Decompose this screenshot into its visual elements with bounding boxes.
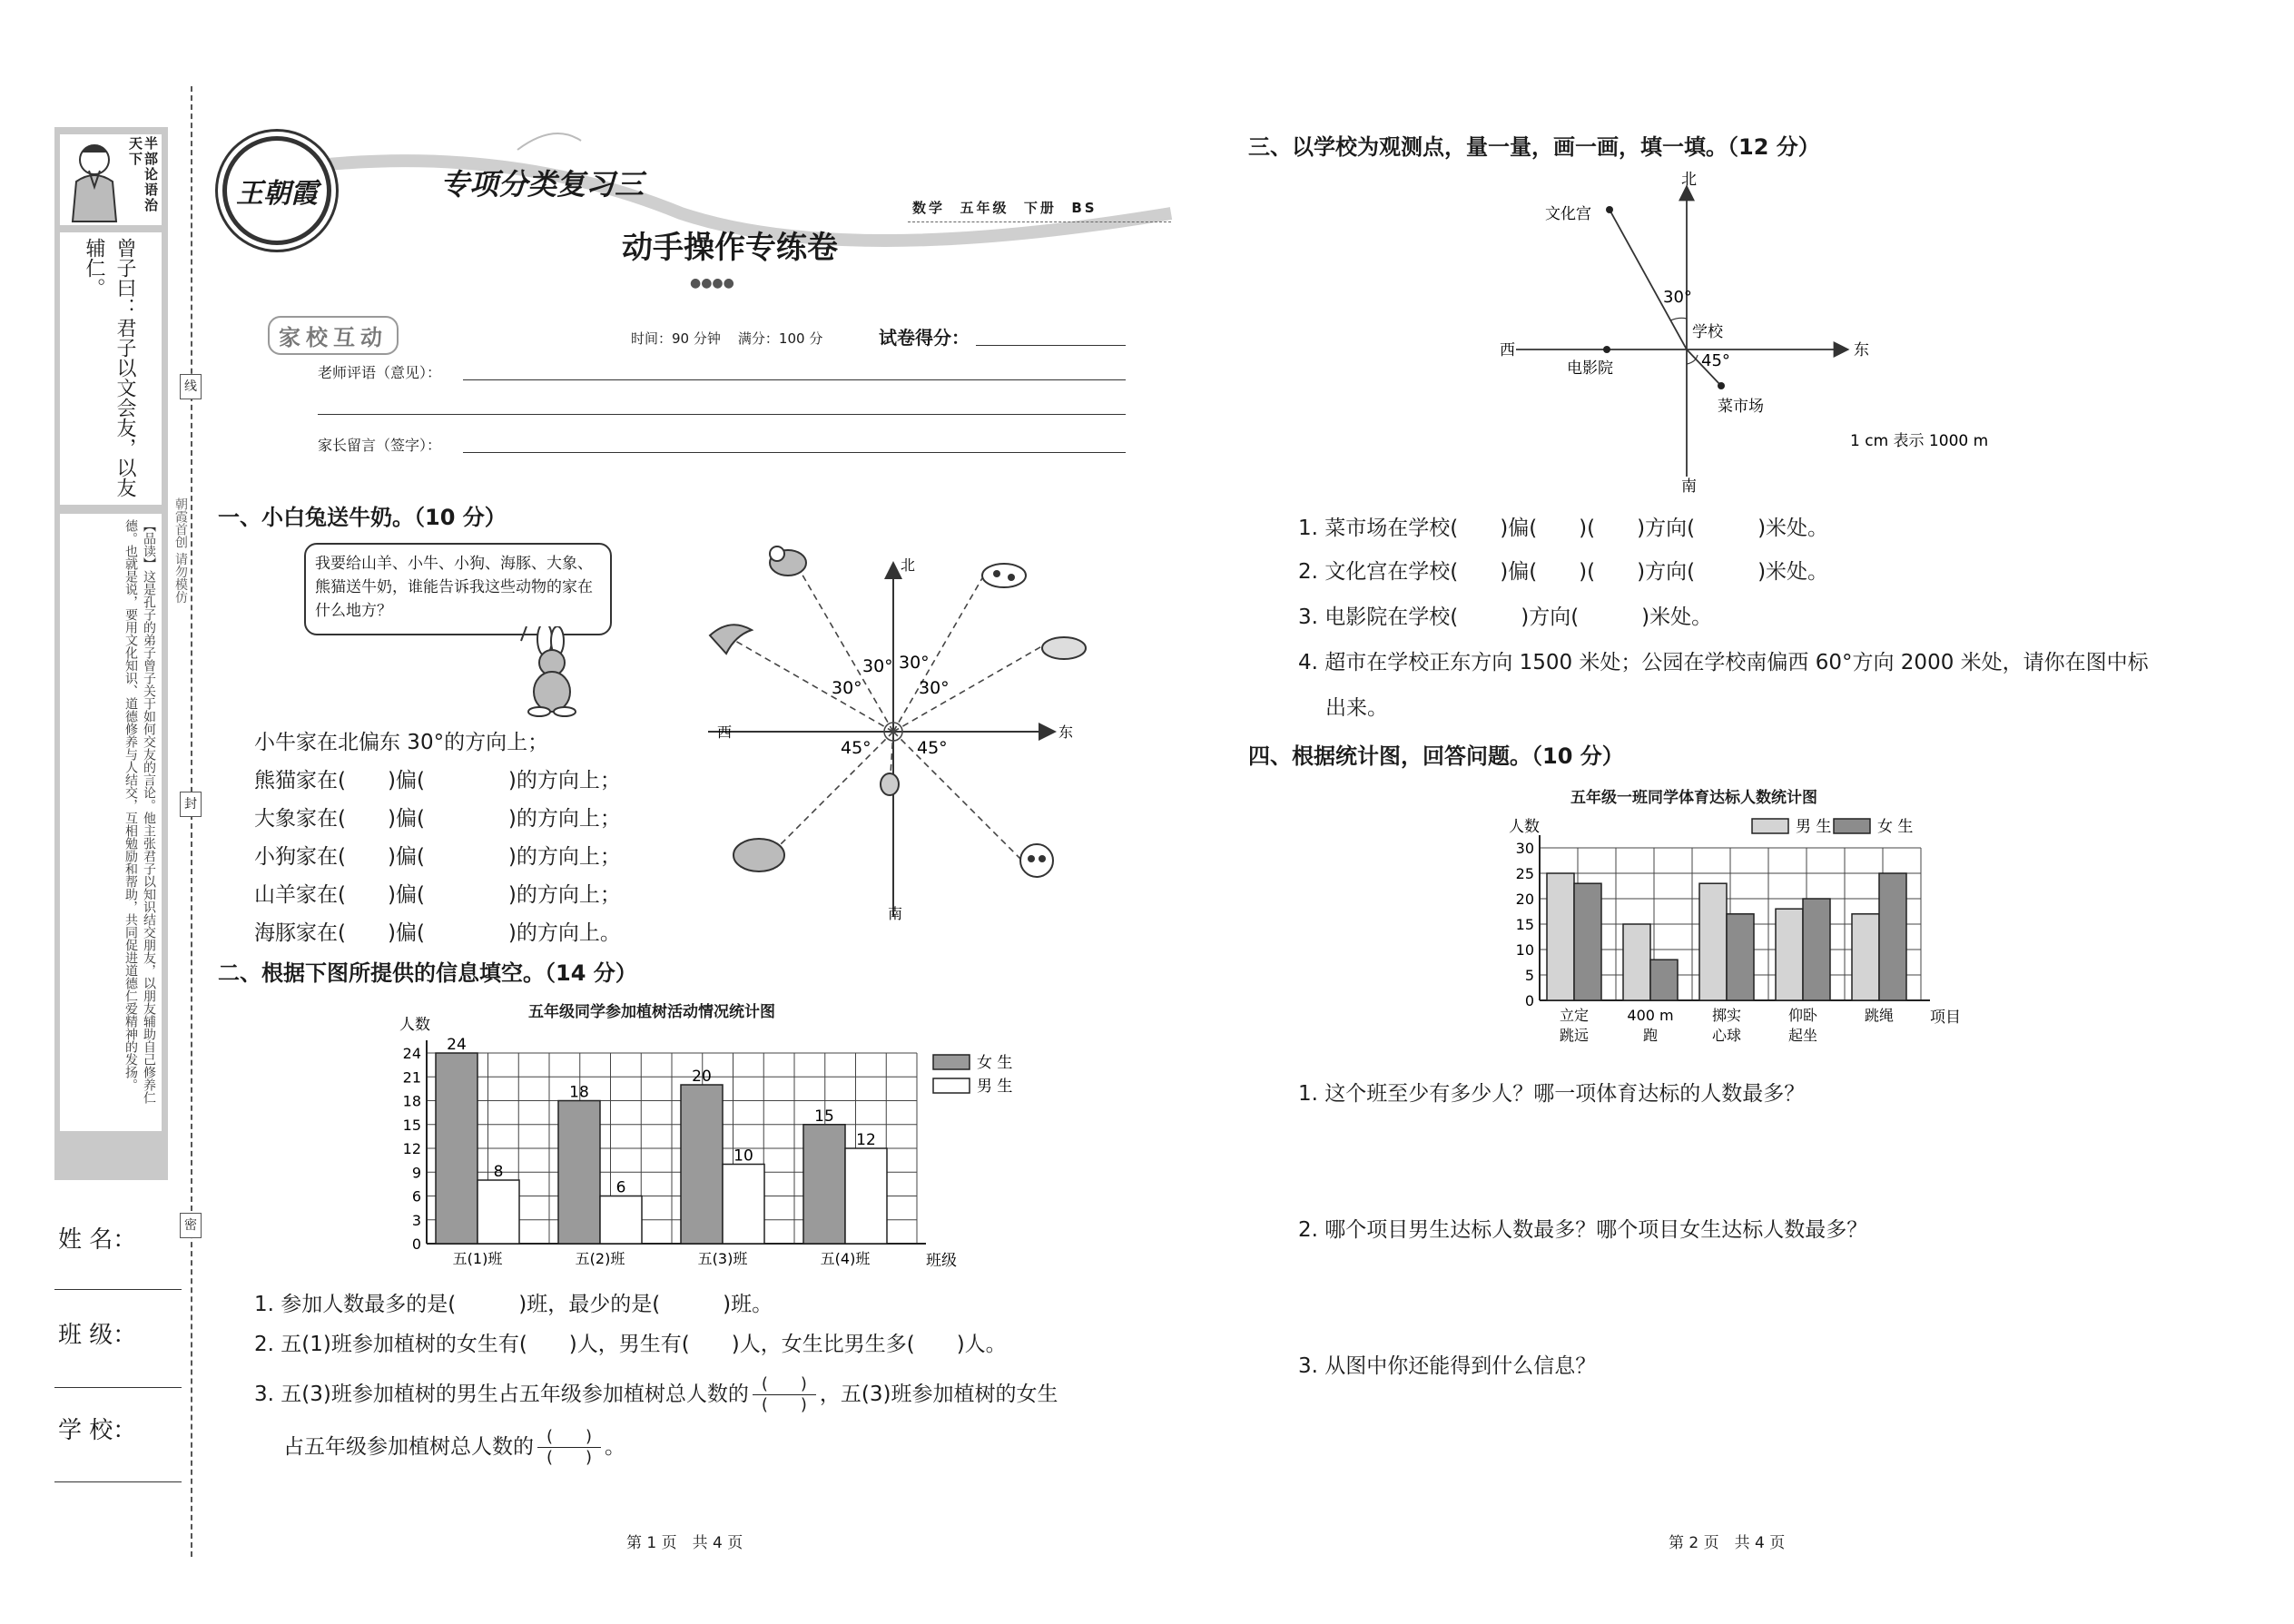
s2-q3-part-a: 3. 五(3)班参加植树的男生占五年级参加植树总人数的 — [254, 1383, 749, 1406]
compass-south: 南 — [888, 905, 903, 922]
x-tick-label: 400 m — [1627, 1007, 1674, 1024]
x-tick-label: 心球 — [1711, 1027, 1742, 1044]
section1-title: 一、小白兔送牛奶。（10 分） — [218, 505, 507, 530]
score-field[interactable] — [976, 345, 1126, 346]
legend-label: 男 生 — [1796, 818, 1832, 836]
seal-label: 朝霞首创 请勿模仿 — [173, 497, 188, 604]
y-tick-label: 20 — [1515, 891, 1534, 908]
sports-standard-chart — [1498, 806, 2006, 1069]
bar — [558, 1101, 600, 1245]
s4-q3[interactable]: 3. 从图中你还能得到什么信息？ — [1298, 1354, 1597, 1378]
map-scale: 1 cm 表示 1000 m — [1850, 432, 1989, 450]
data-label: 18 — [569, 1083, 589, 1102]
y-axis-label: 人数 — [1509, 818, 1540, 836]
map-west: 西 — [1500, 341, 1515, 359]
subject-info: 数学 五年级 下册 BS — [912, 200, 1098, 216]
s4-q2[interactable]: 2. 哪个项目男生达标人数最多？哪个项目女生达标人数最多？ — [1298, 1218, 1868, 1242]
section4-title: 四、根据统计图，回答问题。（10 分） — [1248, 743, 1624, 769]
paper-title: 动手操作专练卷 — [622, 230, 838, 266]
bar — [1727, 914, 1754, 1000]
x-tick-label: 起坐 — [1787, 1027, 1818, 1044]
s1-line-4[interactable]: 小狗家在( )偏( )的方向上； — [254, 845, 621, 869]
bar — [1547, 873, 1574, 1000]
cow-icon — [982, 564, 1026, 587]
sidebar-note: 【品读】这是孔子的弟子曾子关于如何交友的言论。他主张君子以知识结交朋友，以朋友辅助自己修养仁德。也就是说，要用文化知识、道德修养与人结交，互相勉励和帮助，共同促进道德仁爱精神的发扬。 — [123, 519, 156, 1104]
angle-label: 30° — [832, 678, 862, 698]
seal-char-2: 封 — [180, 792, 202, 817]
y-tick-label: 6 — [411, 1187, 421, 1206]
y-tick-label: 25 — [1515, 865, 1534, 882]
name-label: 姓 名： — [58, 1226, 137, 1254]
s2-q3-part-c: 占五年级参加植树总人数的 — [283, 1435, 534, 1459]
bar — [803, 1125, 845, 1244]
compass-east: 东 — [1058, 723, 1074, 741]
y-tick-label: 12 — [402, 1140, 421, 1157]
y-tick-label: 18 — [402, 1092, 421, 1110]
s1-line-3[interactable]: 大象家在( )偏( )的方向上； — [254, 807, 621, 831]
bar — [1879, 873, 1906, 1000]
bar — [600, 1196, 642, 1245]
section2-title: 二、根据下图所提供的信息填空。（14 分） — [218, 960, 637, 986]
section3-title: 三、以学校为观测点，量一量，画一画，填一填。（12 分） — [1248, 134, 1820, 160]
x-tick-label: 仰卧 — [1787, 1007, 1818, 1024]
y-tick-label: 15 — [1515, 916, 1534, 933]
data-label: 20 — [692, 1068, 712, 1086]
y-tick-label: 21 — [402, 1068, 421, 1087]
angle-label: 30° — [919, 678, 950, 698]
data-label: 8 — [493, 1163, 504, 1181]
s1-line-5[interactable]: 山羊家在( )偏( )的方向上； — [254, 883, 621, 907]
brand-name: 王朝霞 — [236, 178, 318, 210]
y-tick-label: 9 — [411, 1164, 421, 1182]
y-tick-label: 5 — [1524, 967, 1534, 984]
school-label: 学 校： — [58, 1417, 137, 1444]
map-north: 北 — [1681, 171, 1697, 189]
bar — [1623, 924, 1650, 1000]
seal-line — [191, 86, 192, 1557]
x-tick-label: 立定 — [1559, 1007, 1590, 1024]
angle-label: 45° — [1701, 351, 1730, 370]
s2-q3-part-b: ，五(3)班参加植树的女生 — [819, 1383, 1058, 1406]
teacher-comment-field-2[interactable] — [318, 414, 1126, 415]
y-tick-label: 10 — [1515, 941, 1534, 959]
bar — [436, 1053, 478, 1244]
legend-swatch — [1752, 819, 1788, 833]
s2-q1[interactable]: 1. 参加人数最多的是( )班，最少的是( )班。 — [254, 1293, 773, 1316]
teacher-comment-field[interactable] — [463, 379, 1126, 380]
animal-compass — [708, 545, 1098, 926]
bar — [1776, 909, 1803, 1000]
s4-q1[interactable]: 1. 这个班至少有多少人？哪一项体育达标的人数最多？ — [1298, 1082, 1806, 1106]
page2-footer: 第 2 页 共 4 页 — [1669, 1534, 1786, 1552]
rabbit-small-icon — [881, 773, 899, 795]
s2-q3-cont[interactable] — [283, 1422, 625, 1472]
s1-line-6[interactable]: 海豚家在( )偏( )的方向上。 — [254, 921, 621, 945]
map-point-wenhuagong: 文化宫 — [1545, 205, 1591, 223]
legend-label: 女 生 — [1877, 818, 1914, 836]
map-point-dianyingyuan: 电影院 — [1567, 359, 1613, 378]
brand-logo — [222, 136, 331, 245]
x-axis-label: 班级 — [926, 1252, 957, 1270]
chart1-title: 五年级同学参加植树活动情况统计图 — [528, 1003, 775, 1021]
teacher-comment-label: 老师评语（意见）： — [318, 364, 442, 381]
legend-label: 男 生 — [977, 1078, 1013, 1096]
angle-label: 30° — [1663, 288, 1692, 307]
x-axis-label: 项目 — [1930, 1009, 1961, 1027]
x-tick-label: 五(2)班 — [575, 1250, 625, 1267]
quote-text: 曾子曰：君子以文会友，以友辅仁。 — [83, 238, 136, 497]
angle-label: 45° — [841, 738, 871, 758]
legend-swatch — [933, 1078, 970, 1093]
bar — [723, 1165, 764, 1245]
page1-footer: 第 1 页 共 4 页 — [626, 1534, 743, 1552]
data-label: 15 — [814, 1107, 834, 1126]
bar — [1574, 883, 1601, 1000]
chart2-title: 五年级一班同学体育达标人数统计图 — [1570, 789, 1817, 807]
speech-bubble-text: 我要给山羊、小牛、小狗、海豚、大象、熊猫送牛奶，谁能告诉我这些动物的家在什么地方？ — [315, 555, 593, 620]
x-tick-label: 五(4)班 — [820, 1250, 871, 1267]
x-tick-label: 跳绳 — [1864, 1007, 1895, 1024]
map-south: 南 — [1681, 477, 1697, 495]
elephant-icon — [733, 839, 784, 871]
y-tick-label: 0 — [1524, 992, 1534, 1009]
series-title: 专项分类复习三 — [440, 167, 645, 202]
s3-q2[interactable]: 2. 文化宫在学校( )偏( )( )方向( )米处。 — [1298, 560, 1829, 584]
y-tick-label: 30 — [1515, 840, 1534, 857]
angle-label: 45° — [917, 738, 948, 758]
speech-bubble — [304, 543, 612, 635]
compass-west: 西 — [717, 723, 733, 741]
s2-q2[interactable]: 2. 五(1)班参加植树的女生有( )人，男生有( )人，女生比男生多( )人。 — [254, 1333, 1007, 1356]
dolphin-icon — [710, 625, 752, 654]
title-dots: ●●●● — [690, 276, 734, 290]
confucius-portrait — [64, 136, 125, 223]
rabbit-icon — [508, 626, 590, 717]
score-label: 试卷得分： — [879, 327, 970, 349]
map-east: 东 — [1854, 341, 1869, 359]
class-label: 班 级： — [58, 1322, 137, 1349]
bar — [1699, 883, 1727, 1000]
data-label: 24 — [447, 1036, 467, 1054]
x-tick-label: 五(1)班 — [452, 1250, 503, 1267]
seal-char-3: 密 — [180, 1213, 202, 1238]
fraction-blank-2[interactable]: $\frac{( )}{( )}$ — [537, 1427, 601, 1468]
time-info: 时间：90 分钟 满分：100 分 — [631, 330, 823, 347]
data-label: 10 — [733, 1147, 753, 1166]
bar — [1852, 914, 1879, 1000]
y-axis-label: 人数 — [399, 1017, 430, 1034]
y-tick-label: 3 — [411, 1211, 421, 1229]
s3-q4[interactable]: 4. 超市在学校正东方向 1500 米处；公园在学校南偏西 60°方向 2000 米处，请你在图中标 — [1298, 651, 2149, 674]
s3-q4-cont: 出来。 — [1325, 696, 1388, 720]
legend-swatch — [933, 1055, 970, 1069]
s1-line-1: 小牛家在北偏东 30°的方向上； — [254, 731, 549, 754]
parent-comment-field[interactable] — [463, 452, 1126, 453]
bar — [478, 1180, 519, 1244]
parent-comment-label: 家长留言（签字）： — [318, 437, 442, 454]
tree-planting-chart — [381, 1017, 1017, 1289]
x-tick-label: 跑 — [1642, 1027, 1659, 1044]
x-tick-label: 五(3)班 — [697, 1250, 748, 1267]
school-field[interactable] — [54, 1481, 182, 1482]
bar — [1803, 899, 1830, 1000]
angle-label: 30° — [899, 653, 930, 673]
y-tick-label: 0 — [411, 1235, 421, 1253]
fraction-blank[interactable]: $\frac{( )}{( )}$ — [753, 1374, 816, 1415]
class-field[interactable] — [54, 1387, 182, 1388]
name-field[interactable] — [54, 1289, 182, 1290]
seal-char-1: 线 — [180, 374, 202, 399]
s1-line-2[interactable]: 熊猫家在( )偏( )的方向上； — [254, 769, 621, 792]
x-tick-label: 跳远 — [1559, 1027, 1590, 1044]
map-center: 学校 — [1692, 323, 1723, 341]
y-tick-label: 15 — [402, 1116, 421, 1134]
bar — [681, 1085, 723, 1244]
s3-q3[interactable]: 3. 电影院在学校( )方向( )米处。 — [1298, 605, 1713, 629]
bar — [845, 1148, 887, 1244]
legend-swatch — [1834, 819, 1870, 833]
angle-label: 30° — [862, 656, 893, 676]
quote-label: 半部论语治天下 — [127, 136, 159, 213]
bar — [1650, 960, 1678, 1000]
panda-icon — [1020, 844, 1053, 877]
x-tick-label: 掷实 — [1711, 1007, 1742, 1024]
s2-q3-part-d: 。 — [605, 1435, 626, 1459]
legend-label: 女 生 — [977, 1054, 1013, 1072]
s2-q3[interactable] — [254, 1369, 1058, 1420]
data-label: 12 — [856, 1131, 876, 1149]
school-map — [1480, 168, 2024, 495]
s3-q1[interactable]: 1. 菜市场在学校( )偏( )( )方向( )米处。 — [1298, 517, 1829, 540]
compass-north: 北 — [901, 556, 916, 574]
y-tick-label: 24 — [402, 1045, 421, 1062]
interaction-label: 家校互动 — [268, 316, 399, 355]
map-point-caishichang: 菜市场 — [1718, 398, 1764, 416]
data-label: 6 — [615, 1178, 626, 1197]
dog-icon — [770, 546, 806, 576]
goat-icon — [1042, 637, 1086, 659]
subject-underline — [908, 221, 1171, 222]
